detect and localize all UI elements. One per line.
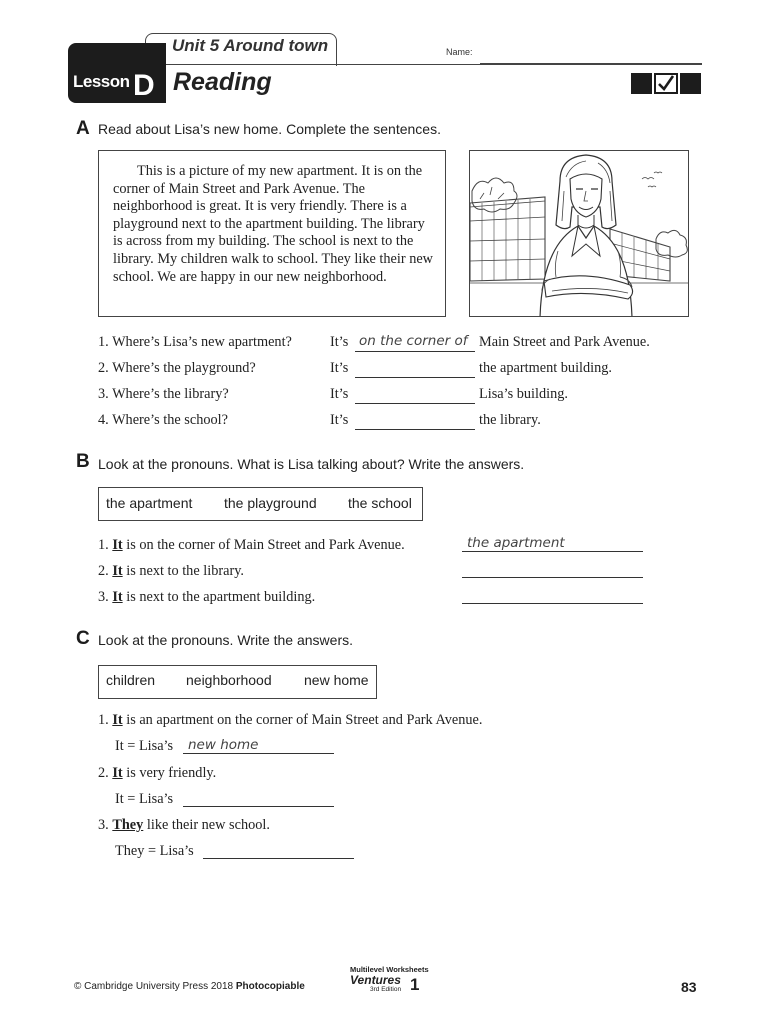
section-b-instruction: Look at the pronouns. What is Lisa talking about? Write the answers. <box>98 456 525 472</box>
word-bank-item: the playground <box>224 495 317 511</box>
pronoun-item-b2 <box>98 563 244 580</box>
name-label: Name: <box>446 47 473 57</box>
question-number: 2. <box>98 360 109 376</box>
level-square-icon <box>680 73 701 94</box>
answer-blank[interactable] <box>355 386 475 404</box>
question-1 <box>98 334 292 351</box>
question-number: 1. <box>98 334 109 350</box>
brand-edition: 3rd Edition <box>370 986 402 993</box>
word-bank-item: the apartment <box>106 495 193 511</box>
question-4 <box>98 412 228 429</box>
equation-label: It = Lisa’s <box>115 738 174 754</box>
answer-suffix: Main Street and Park Avenue. <box>479 334 650 350</box>
answer-prefix: It’s <box>330 360 349 376</box>
page-number: 83 <box>681 979 697 995</box>
unit-title: Unit 5 Around town <box>172 36 329 55</box>
equation-label: They = Lisa’s <box>115 843 194 859</box>
question-text: Where’s the school? <box>112 412 228 428</box>
answer-blank[interactable] <box>355 360 475 378</box>
lesson-title: Reading <box>173 68 272 96</box>
item-text: is very friendly. <box>126 765 217 781</box>
brand-subtitle: Multilevel Worksheets <box>350 965 429 974</box>
equation-label: It = Lisa’s <box>115 791 174 807</box>
question-text: Where’s the library? <box>112 386 229 402</box>
level-square-icon <box>631 73 652 94</box>
pronoun: They <box>112 817 144 833</box>
answer-blank[interactable] <box>462 560 643 578</box>
woman-building-illustration <box>470 151 689 317</box>
word-bank-item: neighborhood <box>186 672 272 688</box>
item-number: 3. <box>98 817 109 833</box>
pronoun-item-b3 <box>98 589 315 606</box>
word-bank-item: children <box>106 672 156 688</box>
word-bank-item: new home <box>304 672 369 688</box>
handwritten-answer: new home <box>188 737 259 753</box>
answer-prefix: It’s <box>330 412 349 428</box>
item-text: is next to the library. <box>126 563 245 579</box>
name-field-line[interactable] <box>480 63 702 64</box>
answer-blank[interactable] <box>355 412 475 430</box>
pronoun-item-c3 <box>98 817 270 834</box>
word-bank-item: the school <box>348 495 412 511</box>
brand-logo: Ventures <box>350 973 401 987</box>
item-number: 2. <box>98 563 109 579</box>
item-text: like their new school. <box>146 817 270 833</box>
question-3 <box>98 386 229 403</box>
lisa-picture <box>469 150 689 317</box>
item-text: is next to the apartment building. <box>126 589 316 605</box>
answer-blank[interactable] <box>183 789 334 807</box>
answer-suffix: Lisa’s building. <box>479 386 568 402</box>
level-indicator <box>631 73 701 94</box>
section-a-letter: A <box>76 118 90 139</box>
answer-prefix: It’s <box>330 334 349 350</box>
checkmark-icon <box>654 73 678 94</box>
pronoun: It <box>112 537 123 553</box>
item-text: is an apartment on the corner of Main Street and Park Avenue. <box>126 712 483 728</box>
copyright-text: © Cambridge University Press 2018 <box>74 981 234 992</box>
pronoun-item-c2 <box>98 765 216 782</box>
answer-blank[interactable] <box>462 586 643 604</box>
item-number: 1. <box>98 712 109 728</box>
question-text: Where’s Lisa’s new apartment? <box>112 334 292 350</box>
lesson-letter: D <box>133 69 155 102</box>
question-text: Where’s the playground? <box>112 360 256 376</box>
photocopiable-label: Photocopiable <box>235 981 305 992</box>
section-b-letter: B <box>76 451 90 472</box>
section-c-instruction: Look at the pronouns. Write the answers. <box>98 632 353 648</box>
item-number: 1. <box>98 537 109 553</box>
lesson-word: Lesson <box>73 72 130 91</box>
pronoun-item-b1 <box>98 537 405 554</box>
reading-passage: This is a picture of my new apartment. It is on the corner of Main Street and Park Avenue. The neighborhood is great. It is very friendly. There is a playground next to the apartment building. The library is across from my building. The school is next to the library. My children walk to school. They like their new school. We are happy in our new neighborhood. <box>113 163 434 285</box>
pronoun: It <box>112 589 123 605</box>
answer-suffix: the apartment building. <box>479 360 613 376</box>
item-number: 2. <box>98 765 109 781</box>
handwritten-answer: on the corner of <box>359 333 468 349</box>
question-2 <box>98 360 256 377</box>
header-rule <box>166 64 702 65</box>
section-c-letter: C <box>76 628 90 649</box>
answer-prefix: It’s <box>330 386 349 402</box>
pronoun-item-c1 <box>98 712 482 729</box>
answer-suffix: the library. <box>479 412 541 428</box>
section-a-instruction: Read about Lisa’s new home. Complete the sentences. <box>98 121 441 137</box>
pronoun: It <box>112 712 123 728</box>
pronoun: It <box>112 563 123 579</box>
brand-level: 1 <box>410 975 420 994</box>
copyright-notice <box>74 981 305 992</box>
item-text: is on the corner of Main Street and Park Avenue. <box>126 537 405 553</box>
item-number: 3. <box>98 589 109 605</box>
pronoun: It <box>112 765 123 781</box>
question-number: 3. <box>98 386 109 402</box>
handwritten-answer: the apartment <box>467 535 565 551</box>
answer-blank[interactable] <box>203 841 354 859</box>
question-number: 4. <box>98 412 109 428</box>
